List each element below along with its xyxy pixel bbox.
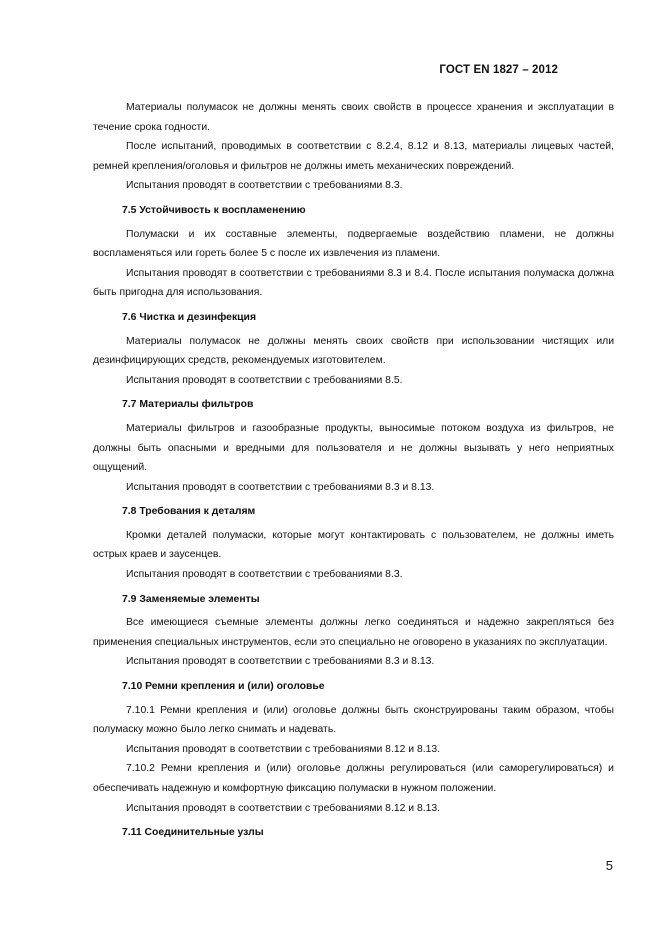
paragraph: Материалы фильтров и газообразные продукты, выносимые потоком воздуха из фильтров, не должны быть опасными и вредными для пользователя и не должны вызывать у него неприятных ощущений. [93, 422, 614, 474]
paragraph: Испытания проводят в соответствии с требованиями 8.3 и 8.4. После испытания полумаска должна быть пригодна для использования. [93, 267, 614, 299]
paragraph: 7.10.2 Ремни крепления и (или) оголовье должны регулироваться (или саморегулироваться) и обеспечивать надежную и комфортную фиксацию полумаски в нужном положении. [93, 763, 614, 794]
paragraph: 7.10.1 Ремни крепления и (или) оголовье должны быть сконструированы таким образом, чтобы полумаску можно было легко снимать и надевать. [93, 704, 614, 736]
section-heading-7-9: 7.9 Заменяемые элементы [122, 593, 260, 605]
section-heading-7-6: 7.6 Чистка и дезинфекция [122, 311, 257, 323]
paragraph: Полумаски и их составные элементы, подвергаемые воздействию пламени, не должны воспламеняться или гореть более 5 с после их извлечения из пламени. [93, 228, 614, 260]
paragraph: Все имеющиеся съемные элементы должны легко соединяться и надежно закрепляться без применения специальных инструментов, если это специально не оговорено в указаниях по эксплуатации. [93, 617, 614, 648]
paragraph: Материалы полумасок не должны менять своих свойств в процессе хранения и эксплуатации в течение срока годности. [93, 102, 614, 133]
paragraph: Испытания проводят в соответствии с требованиями 8.12 и 8.13. [126, 743, 441, 755]
section-heading-7-8: 7.8 Требования к деталям [122, 506, 256, 518]
section-heading-7-10: 7.10 Ремни крепления и (или) оголовье [122, 681, 325, 693]
paragraph: Испытания проводят в соответствии с требованиями 8.12 и 8.13. [126, 802, 441, 814]
paragraph: После испытаний, проводимых в соответствии с 8.2.4, 8.12 и 8.13, материалы лицевых частей, ремней крепления/оголовья и фильтров не должны иметь механических повреждений. [93, 141, 614, 172]
paragraph: Кромки деталей полумаски, которые могут контактировать с пользователем, не должны иметь острых краев и заусенцев. [93, 529, 614, 561]
paragraph: Испытания проводят в соответствии с требованиями 8.5. [126, 374, 403, 386]
paragraph: Материалы полумасок не должны менять своих свойств при использовании чистящих или дезинфицирующих средств, рекомендуемых изготовителем. [93, 335, 614, 367]
paragraph: Испытания проводят в соответствии с требованиями 8.3. [126, 569, 403, 581]
document-header: ГОСТ EN 1827 – 2012 [439, 64, 558, 76]
section-heading-7-7: 7.7 Материалы фильтров [122, 399, 254, 411]
paragraph: Испытания проводят в соответствии с требованиями 8.3 и 8.13. [126, 656, 435, 668]
page-number: 5 [605, 858, 613, 873]
section-heading-7-11: 7.11 Соединительные узлы [122, 827, 264, 839]
document-body [93, 98, 614, 847]
paragraph: Испытания проводят в соответствии с требованиями 8.3. [126, 180, 403, 192]
paragraph: Испытания проводят в соответствии с требованиями 8.3 и 8.13. [126, 481, 435, 493]
section-heading-7-5: 7.5 Устойчивость к воспламенению [122, 204, 306, 216]
